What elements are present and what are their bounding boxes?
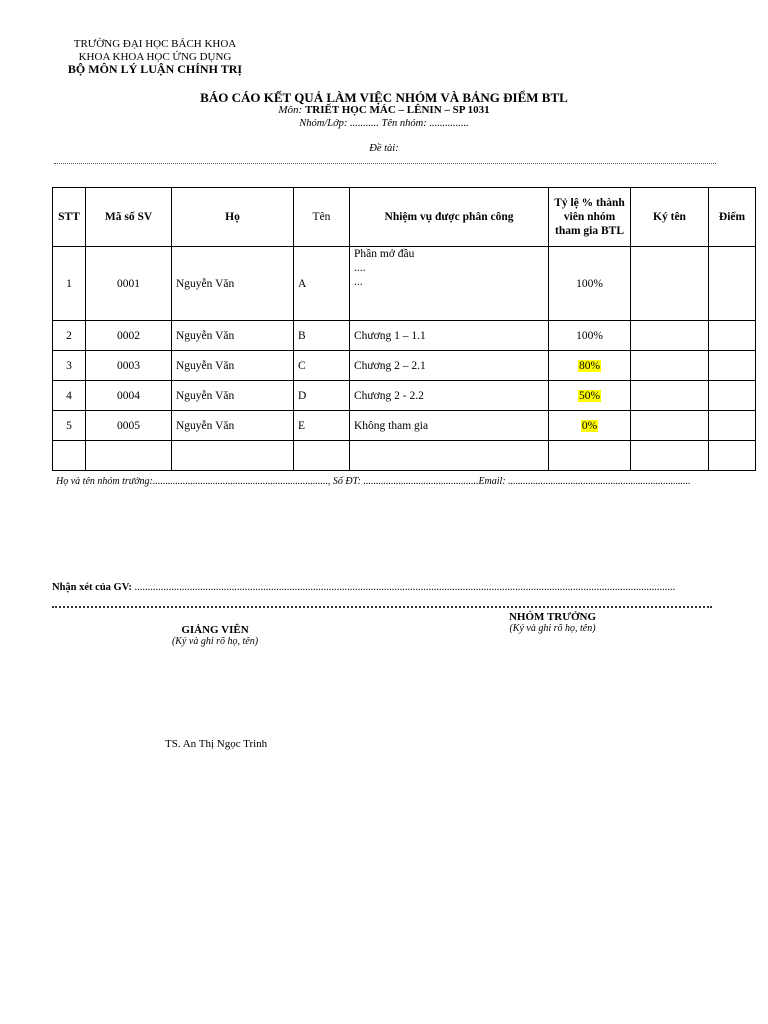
cell-empty (172, 441, 294, 471)
cell-empty (294, 441, 350, 471)
cell-empty (350, 441, 549, 471)
leader-title: NHÓM TRƯỞNG (508, 611, 597, 623)
cell-score (709, 247, 756, 321)
cell-task: Chương 2 – 2.1 (350, 351, 549, 381)
header-stt: STT (53, 188, 86, 247)
cell-first-name: D (294, 381, 350, 411)
table-row (53, 381, 756, 411)
subject-value: TRIẾT HỌC MÁC – LÊNIN – SP 1031 (304, 104, 490, 116)
cell-last-name: Nguyễn Văn (172, 321, 294, 351)
cell-first-name: E (294, 411, 350, 441)
table-row (53, 247, 756, 321)
cell-student-id: 0003 (86, 351, 172, 381)
leader-signature-block (480, 611, 625, 634)
table-row (53, 321, 756, 351)
cell-first-name: B (294, 321, 350, 351)
cell-signature (631, 321, 709, 351)
leader-info-line: Họ và tên nhóm trưởng:......................................................................, Số ĐT: ..............................................Email: ......................................................................... (56, 476, 691, 487)
report-title: BÁO CÁO KẾT QUẢ LÀM VIỆC NHÓM VÀ BẢNG ĐIỂM BTL (200, 90, 568, 105)
cell-last-name: Nguyễn Văn (172, 351, 294, 381)
table-row (53, 411, 756, 441)
cell-student-id: 0002 (86, 321, 172, 351)
cell-stt: 5 (53, 411, 86, 441)
cell-rate: 100% (549, 247, 631, 321)
header-student-id: Mã số SV (86, 188, 172, 247)
cell-empty (549, 441, 631, 471)
cell-stt: 2 (53, 321, 86, 351)
subject-line (0, 104, 768, 116)
cell-score (709, 321, 756, 351)
cell-student-id: 0005 (86, 411, 172, 441)
cell-score (709, 351, 756, 381)
rate-highlight: 50% (578, 389, 601, 402)
cell-last-name: Nguyễn Văn (172, 247, 294, 321)
topic-label: Đề tài: (369, 143, 399, 154)
header-task: Nhiệm vụ được phân công (350, 188, 549, 247)
institution-header (40, 38, 270, 76)
cell-stt: 1 (53, 247, 86, 321)
leader-note: (Ký và ghi rõ họ, tên) (509, 623, 596, 634)
comment-label: Nhận xét của GV: (52, 582, 132, 593)
lecturer-note: (Ký và ghi rõ họ, tên) (171, 636, 259, 647)
cell-signature (631, 411, 709, 441)
task-line: .... (354, 262, 366, 274)
task-line: ... (354, 276, 363, 288)
cell-score (709, 411, 756, 441)
cell-last-name: Nguyễn Văn (172, 411, 294, 441)
cell-student-id: 0004 (86, 381, 172, 411)
header-rate: Tỷ lệ % thành viên nhóm tham gia BTL (549, 188, 631, 247)
cell-signature (631, 247, 709, 321)
subject-label: Môn: (278, 104, 303, 116)
lecturer-title: GIẢNG VIÊN (181, 624, 249, 636)
rate-highlight: 0% (581, 419, 598, 432)
grades-table (52, 187, 756, 471)
lecturer-name: TS. An Thị Ngọc Trinh (165, 738, 268, 750)
cell-task: Chương 2 - 2.2 (350, 381, 549, 411)
cell-task (350, 247, 549, 321)
cell-empty (86, 441, 172, 471)
cell-signature (631, 381, 709, 411)
header-last-name: Họ (172, 188, 294, 247)
cell-stt: 3 (53, 351, 86, 381)
comment-dots: .............................................................................................................................................................................................................. (134, 582, 676, 593)
task-line: Phần mở đầu (354, 248, 415, 260)
rate-highlight: 80% (578, 359, 601, 372)
cell-rate (549, 351, 631, 381)
cell-stt: 4 (53, 381, 86, 411)
cell-rate (549, 381, 631, 411)
table-row (53, 351, 756, 381)
table-header-row (53, 188, 756, 247)
comment-dotted-line (52, 598, 712, 608)
university-name: TRƯỜNG ĐẠI HỌC BÁCH KHOA (73, 38, 237, 50)
cell-signature (631, 351, 709, 381)
cell-empty (53, 441, 86, 471)
group-line: Nhóm/Lớp: ........... Tên nhóm: ............... (299, 118, 469, 129)
cell-task: Không tham gia (350, 411, 549, 441)
lecturer-comment (52, 582, 712, 593)
cell-rate: 100% (549, 321, 631, 351)
cell-rate (549, 411, 631, 441)
cell-student-id: 0001 (86, 247, 172, 321)
department-name: BỘ MÔN LÝ LUẬN CHÍNH TRỊ (67, 62, 243, 76)
cell-last-name: Nguyễn Văn (172, 381, 294, 411)
header-first-name: Tên (294, 188, 350, 247)
faculty-name: KHOA KHOA HỌC ỨNG DỤNG (78, 50, 232, 63)
table-row-empty (53, 441, 756, 471)
cell-empty (709, 441, 756, 471)
header-score: Điểm (709, 188, 756, 247)
cell-first-name: C (294, 351, 350, 381)
topic-dotted-line (54, 155, 716, 164)
cell-score (709, 381, 756, 411)
cell-task: Chương 1 – 1.1 (350, 321, 549, 351)
cell-empty (631, 441, 709, 471)
lecturer-signature-block (140, 624, 290, 647)
cell-first-name: A (294, 247, 350, 321)
header-signature: Ký tên (631, 188, 709, 247)
